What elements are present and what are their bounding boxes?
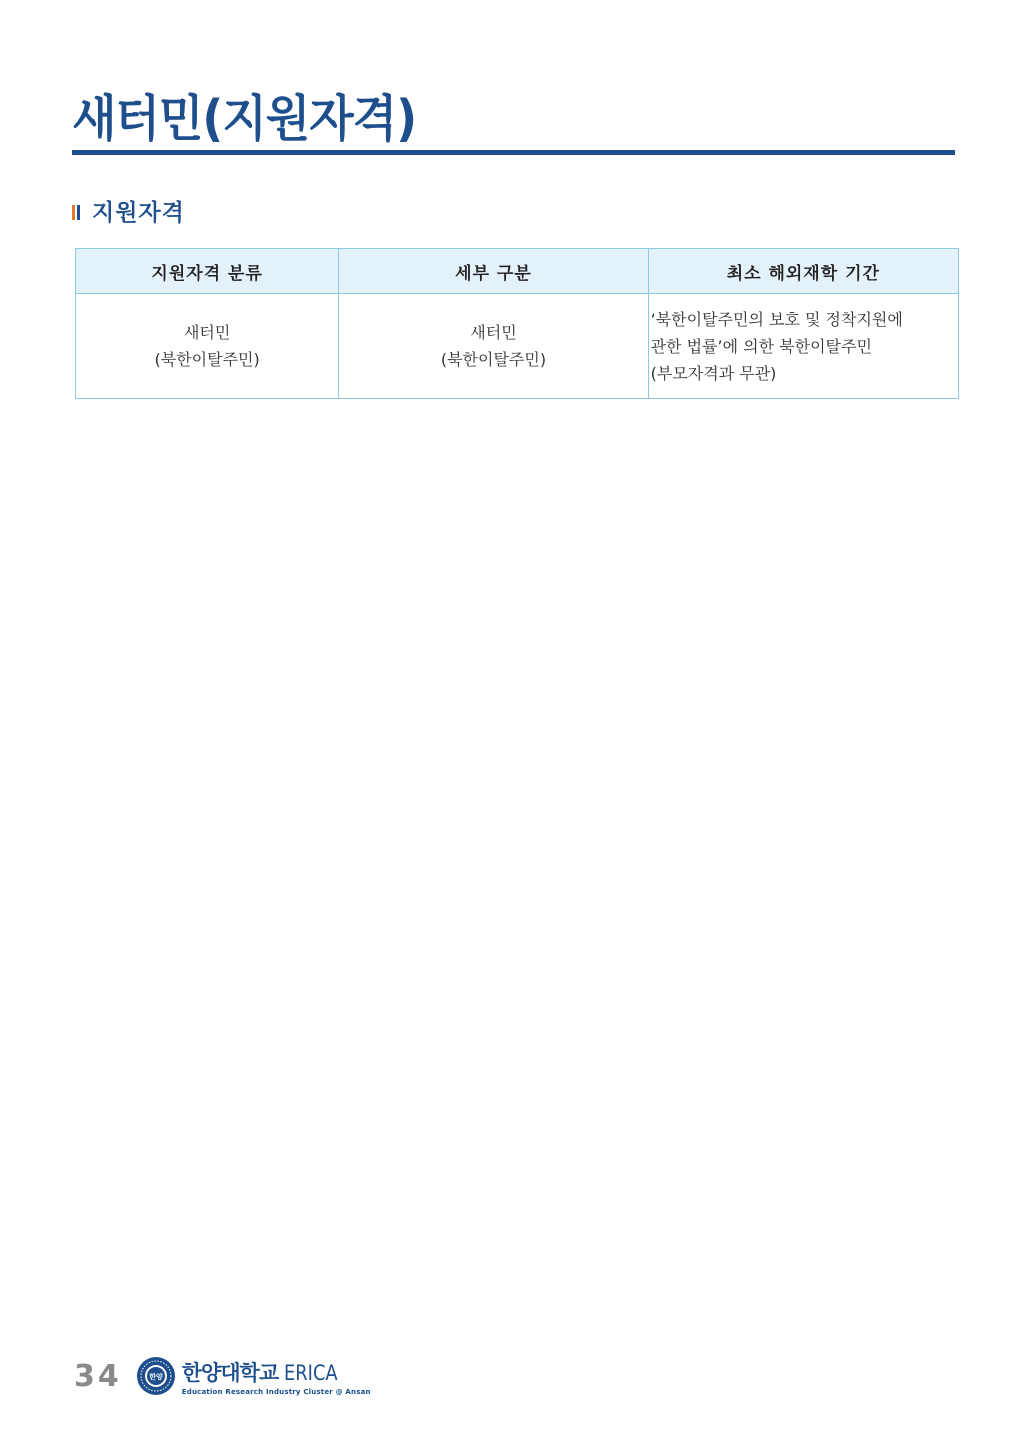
cell-text: (부모자격과 무관) [650, 363, 777, 383]
page-footer [74, 1354, 371, 1398]
cell-period [648, 294, 958, 399]
brand-erica: ERICA [284, 1360, 338, 1385]
brand-korean: 한양대학교 [181, 1360, 279, 1385]
brand-tagline: Education Research Industry Cluster @ Ansan [181, 1387, 371, 1396]
cell-detail [339, 294, 648, 399]
cell-text: (북한이탈주민) [440, 350, 547, 369]
table-header-row [76, 249, 959, 294]
column-header-category: 지원자격 분류 [76, 249, 339, 294]
cell-text: ‘북한이탈주민의 보호 및 정착지원에 [650, 309, 903, 329]
cell-category [76, 294, 339, 399]
table-row [76, 294, 959, 399]
section-header [72, 193, 185, 227]
section-title: 지원자격 [92, 199, 185, 226]
section-marker-icon [72, 205, 80, 220]
university-logo [182, 1357, 371, 1396]
cell-text: 새터민 [183, 323, 231, 342]
seal-text: 한양 [148, 1373, 163, 1381]
cell-text: (북한이탈주민) [154, 350, 260, 369]
cell-text: 관한 법률’에 의한 북한이탈주민 [650, 336, 872, 356]
column-header-detail: 세부 구분 [339, 249, 648, 294]
page-number: 34 [74, 1358, 122, 1394]
title-divider [72, 150, 955, 155]
page-title: 새터민(지원자격) [72, 89, 417, 148]
eligibility-table [75, 248, 959, 399]
university-seal-icon [136, 1356, 176, 1396]
cell-text: 새터민 [470, 323, 517, 342]
column-header-period: 최소 해외재학 기간 [648, 249, 958, 294]
